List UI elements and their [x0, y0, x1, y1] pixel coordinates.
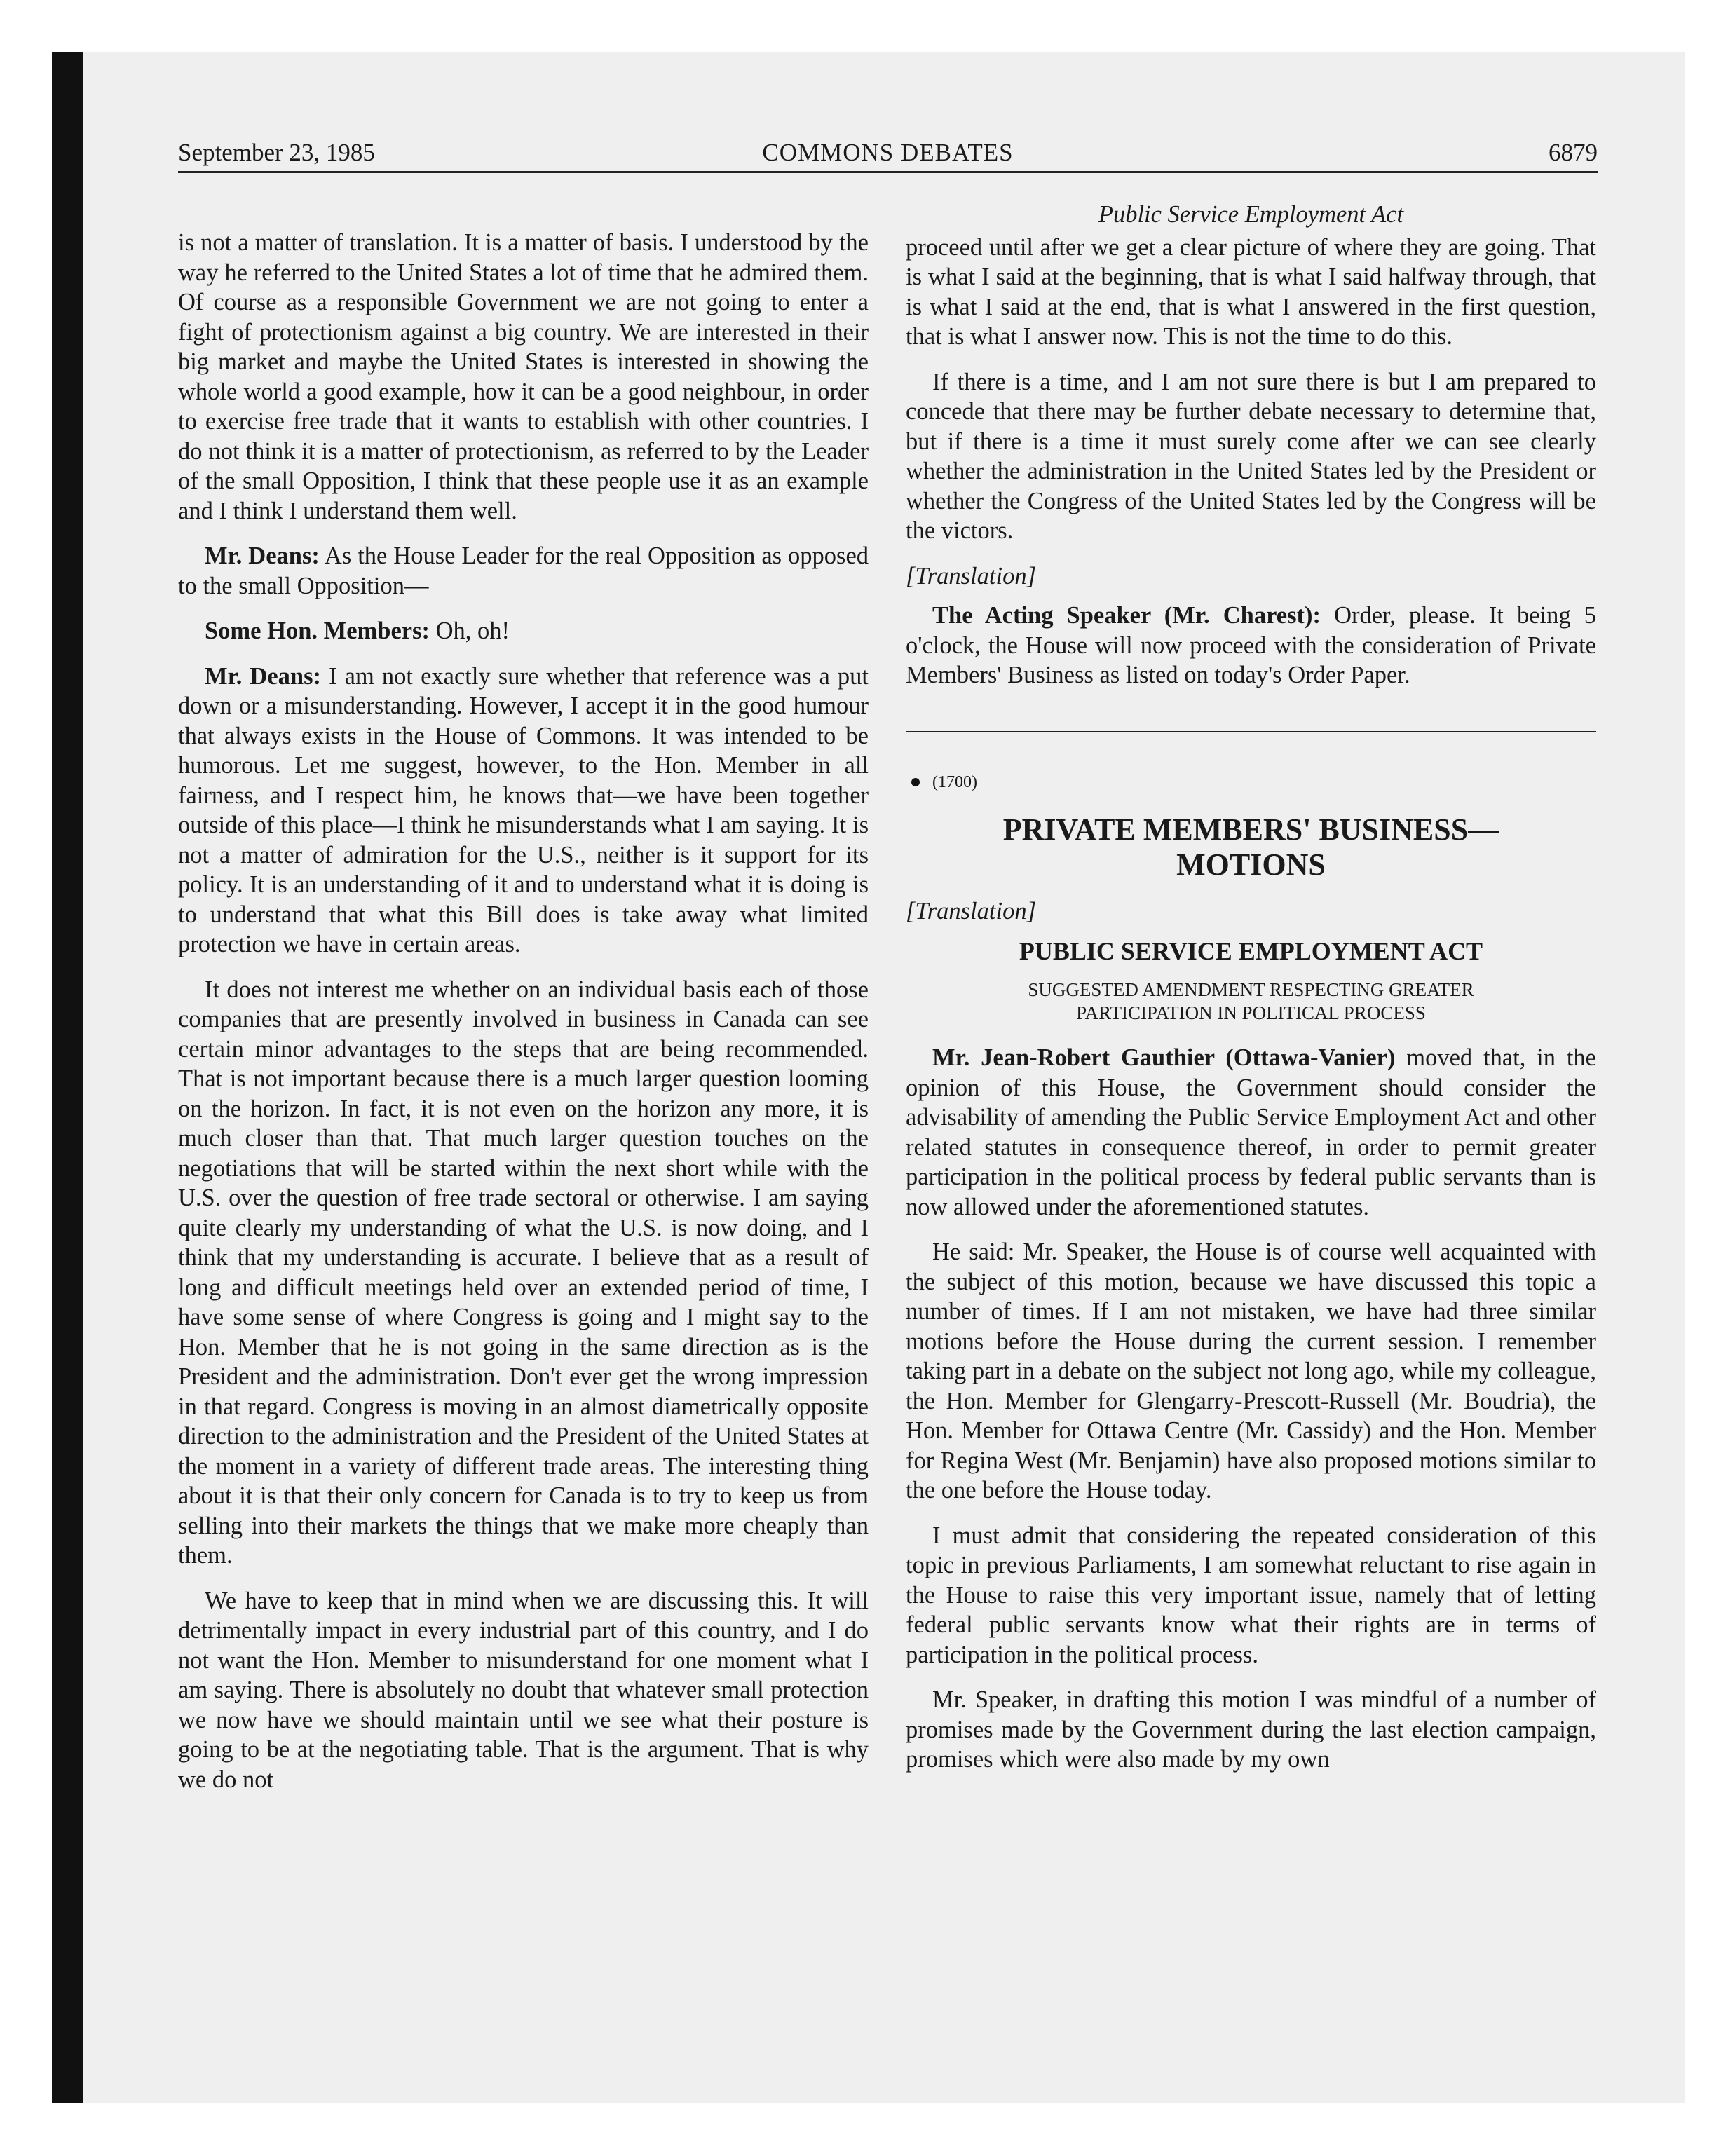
page-header: [178, 137, 1598, 173]
header-title: COMMONS DEBATES: [762, 139, 1014, 166]
section-title-line-1: PRIVATE MEMBERS' BUSINESS—: [1002, 812, 1499, 847]
binding-edge: [52, 52, 83, 2103]
paragraph: is not a matter of translation. It is a matter of basis. I understood by the way he referred to the United States a lot of time that he admired them. Of course as a responsible Government we are not going to enter a fight of protectionism against a big country. We are interested in their big market and maybe the United States is interested in showing the whole world a good example, how it can be a good neighbour, in order to exercise free trade that it wants to establish with other countries. I do not think it is a matter of protectionism, as referred to by the Leader of the small Opposition, I think that these people use it as an example and I think I understand them well.: [178, 229, 869, 524]
paragraph: proceed until after we get a clear picture of where they are going. That is what I said at the beginning, that is what I said halfway through, that is what I said at the end, that is what I answered in the first question, that is what I answer now. This is not the time to do this.: [906, 233, 1596, 350]
act-subtitle-line-2: PARTICIPATION IN POLITICAL PROCESS: [1076, 1002, 1426, 1023]
section-title-line-2: MOTIONS: [1176, 847, 1326, 882]
running-head: Public Service Employment Act: [1098, 201, 1404, 228]
motion-text: moved that, in the opinion of this House, the Government should consider the advisability of amending the Public Service Employment Act and other related statutes in consequence thereof, in order to permit greater participation in the political process by federal public servants than is now allowed under the aforementioned statutes.: [906, 1044, 1596, 1220]
translation-note: [Translation]: [906, 898, 1036, 925]
motion: [906, 1043, 1596, 1222]
translation-note: [Translation]: [906, 562, 1036, 589]
speech-text: I am not exactly sure whether that reference was a put down or a misunderstanding. However, I accept it in the good humour that always exists in the House of Commons. It was intended to be humorous. Let me suggest, however, to the Hon. Member in all fairness, and I respect him, he knows that—we have been together outside of this place—I think he misunderstands what I am saying. It is not a matter of admiration for the U.S., neither is it support for its policy. It is an understanding of it and to understand what it is doing is to understand that what this Bill does is take away what limited protection we have in certain areas.: [178, 662, 869, 957]
paragraph: If there is a time, and I am not sure there is but I am prepared to concede that there may be further debate necessary to determine that, but if there is a time it must surely come after we can see clearly whether the administration in the United States led by the President or whether the Congress of the United States led by the Congress will be the victors.: [906, 368, 1596, 544]
act-subtitle: [906, 978, 1596, 1025]
act-subtitle-line-1: SUGGESTED AMENDMENT RESPECTING GREATER: [1028, 979, 1474, 1000]
paragraph: We have to keep that in mind when we are discussing this. It will detrimentally impact in every industrial part of this country, and I do not want the Hon. Member to misunderstand for one moment what I am saying. There is absolutely no doubt that whatever small protection we now have we should maintain until we see what their posture is going to be at the negotiating table. That is the argument. That is why we do not: [178, 1587, 869, 1793]
bullet-icon: [911, 778, 920, 786]
timestamp: [906, 767, 1596, 798]
paragraph: Mr. Speaker, in drafting this motion I was mindful of a number of promises made by the Government during the last election campaign, promises which were also made by my own: [906, 1686, 1596, 1773]
speaker-name: Some Hon. Members:: [205, 618, 430, 644]
paragraph: I must admit that considering the repeated consideration of this topic in previous Parliaments, I am somewhat reluctant to rise again in the House to raise this very important issue, namely that of letting federal public servants know what their rights are in terms of participation in the political process.: [906, 1522, 1596, 1668]
speech-text: Oh, oh!: [429, 618, 510, 644]
speaker-name: Mr. Deans:: [205, 662, 322, 690]
right-column: [906, 200, 1596, 1790]
left-column: [178, 228, 869, 1810]
act-title: PUBLIC SERVICE EMPLOYMENT ACT: [1019, 936, 1483, 965]
speech: [178, 616, 869, 646]
speaker-name: Mr. Deans:: [205, 543, 320, 569]
section-title: [906, 812, 1596, 882]
speech: [906, 601, 1596, 690]
paragraph: It does not interest me whether on an individual basis each of those companies that are presently involved in business in Canada can see certain minor advantages to the steps that are being recommended. That is not important because there is a much larger question looming on the horizon. In fact, it is not even on the horizon any more, it is much closer than that. That much larger question touches on the negotiations that will be started within the next short while with the U.S. over the question of free trade sectoral or otherwise. I am saying quite clearly my understanding of what the U.S. is now doing, and I think that my understanding is accurate. I believe that as a result of long and difficult meetings held over an extended period of time, I have some sense of where Congress is going and I might say to the Hon. Member that he is not going in the same direction as is the President and the administration. Don't ever get the wrong impression in that regard. Congress is moving in an almost diametrically opposite direction to the administration and the President of the United States at the moment in a variety of different trade areas. The interesting thing about it is that their only concern for Canada is to try to keep us from selling into their markets the things that we make more cheaply than them.: [178, 976, 869, 1569]
timestamp-text: (1700): [932, 772, 977, 791]
header-date: September 23, 1985: [178, 139, 375, 166]
speaker-name: Mr. Jean-Robert Gauthier (Ottawa-Vanier): [932, 1044, 1396, 1071]
paragraph: He said: Mr. Speaker, the House is of course well acquainted with the subject of this motion, because we have discussed this topic a number of times. If I am not mistaken, we have had three similar motions before the House during the current session. I remember taking part in a debate on the subject not long ago, while my colleague, the Hon. Member for Glengarry-Prescott-Russell (Mr. Boudria), the Hon. Member for Ottawa Centre (Mr. Cassidy) and the Hon. Member for Regina West (Mr. Benjamin) have also proposed motions similar to the one before the House today.: [906, 1239, 1596, 1503]
section-divider: [906, 731, 1596, 732]
page-number: 6879: [1549, 139, 1598, 166]
speech: [178, 541, 869, 601]
speech-text: Order, please. It being 5 o'clock, the House will now proceed with the consideration of Private Members' Business as listed on today's Order Paper.: [906, 602, 1596, 688]
speech: [178, 662, 869, 960]
speech-text: As the House Leader for the real Opposition as opposed to the small Opposition—: [178, 543, 869, 599]
speaker-name: The Acting Speaker (Mr. Charest):: [932, 602, 1321, 629]
